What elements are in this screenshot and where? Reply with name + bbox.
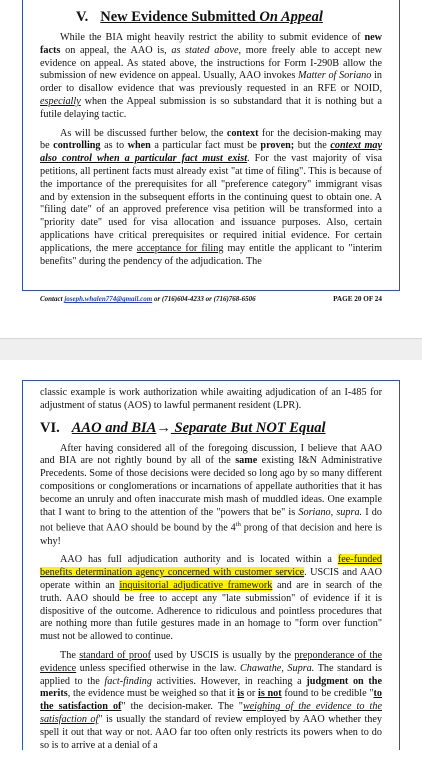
paragraph: classic example is work authorization while awaiting adjudication of an I-485 for adjustment of status (AOS) to lawful permanent resident (LPR). <box>40 387 382 411</box>
footer-contact: Contact joseph.whalen774@gmail.com or (716)604-4233 or (716)768-6506 <box>40 295 256 303</box>
highlight: fee-funded benefits determination agency concerned with customer service <box>40 554 382 579</box>
paragraph: AAO has full adjudication authority and is located within a fee-funded benefits determination agency concerned with customer service. USCIS and AAO operate within an inquisitorial adjudicative framework and are in search of the truth. AAO should be free to accept any "late submission" of evidence if it is dispositive of the outcome. Adherence to ridiculous and pointless procedures that are nothing more than futile gestures made in an homage to "form over function" must not be allowed to continue. <box>40 554 382 643</box>
document-page-21 <box>0 360 422 750</box>
paragraph: As will be discussed further below, the context for the decision-making may be controlling as to when a particular fact must be proven; but the context may also control when a particular fact must exist. For the vast majority of visa petitions, all pertinent facts must already exist "at time of filing". This is because of the importance of the prerequisites for all "preference category" immigrant visas and by extension in the subsequent efforts in the continuing quest to obtain one. A "filing date" of an approved preference visa petition will be transformed into a "priority date" used for visa allocation and issuance purposes. Also, certain applications have critical prerequisites or required initial evidence. For certain applications, the mere acceptance for filing may entitle the applicant to "interim benefits" during the pendency of the adjudication. The <box>40 127 382 267</box>
page-content <box>40 387 382 758</box>
paragraph: While the BIA might heavily restrict the ability to submit evidence of new facts on appeal, the AAO is, as stated above, more freely able to accept new evidence on appeal. As stated above, the instructions for Form I-290B allow the submission of new evidence on appeal. Usually, AAO invokes Matter of Soriano in order to disallow evidence that was previously requested in an RFE or NOID, especially when the Appeal submission is so substandard that it is nothing but a futile delaying tactic. <box>40 32 382 120</box>
section-heading-v: V. New Evidence Submitted On Appeal <box>76 9 323 25</box>
paragraph: The standard of proof used by USCIS is usually by the preponderance of the evidence unless specified otherwise in the law. Chawathe, Supra. The standard is applied to the fact-finding activities. However, in reaching a judgment on the merits, the evidence must be weighed so that it is or is not found to be credible "to the satisfaction of" the decision-maker. The "weighing of the evidence to the satisfaction of" is usually the standard of review employed by AAO whether they spell it out that way or not. AAO far too often only restricts its powers when to do so is to arrive at a denial of a <box>40 649 383 751</box>
paragraph: After having considered all of the foregoing discussion, I believe that AAO and BIA are not rightly bound by all of the same existing I&N Administrative Precedents. Some of those decisions were decided so long ago by so many different compositions or conglomerations or incarnations of appellate authorities that it has become an unruly and often inaccurate mish mash of muddled ideas. One example that I want to bring to the attention of the "powers that be" is Soriano, supra. I do not believe that AAO should be bound by the 4th prong of that decision and here is why! <box>40 442 383 547</box>
page-content <box>40 8 382 274</box>
email-link[interactable]: joseph.whalen774@gmail.com <box>64 295 153 303</box>
page-separator <box>0 338 422 362</box>
document-page-20 <box>0 0 422 338</box>
highlight: inquisitorial adjudicative framework <box>119 579 273 591</box>
page-footer <box>40 295 382 304</box>
section-heading-vi: VI. AAO and BIA→ Separate But NOT Equal <box>40 419 326 436</box>
page-number: PAGE 20 OF 24 <box>333 295 382 303</box>
